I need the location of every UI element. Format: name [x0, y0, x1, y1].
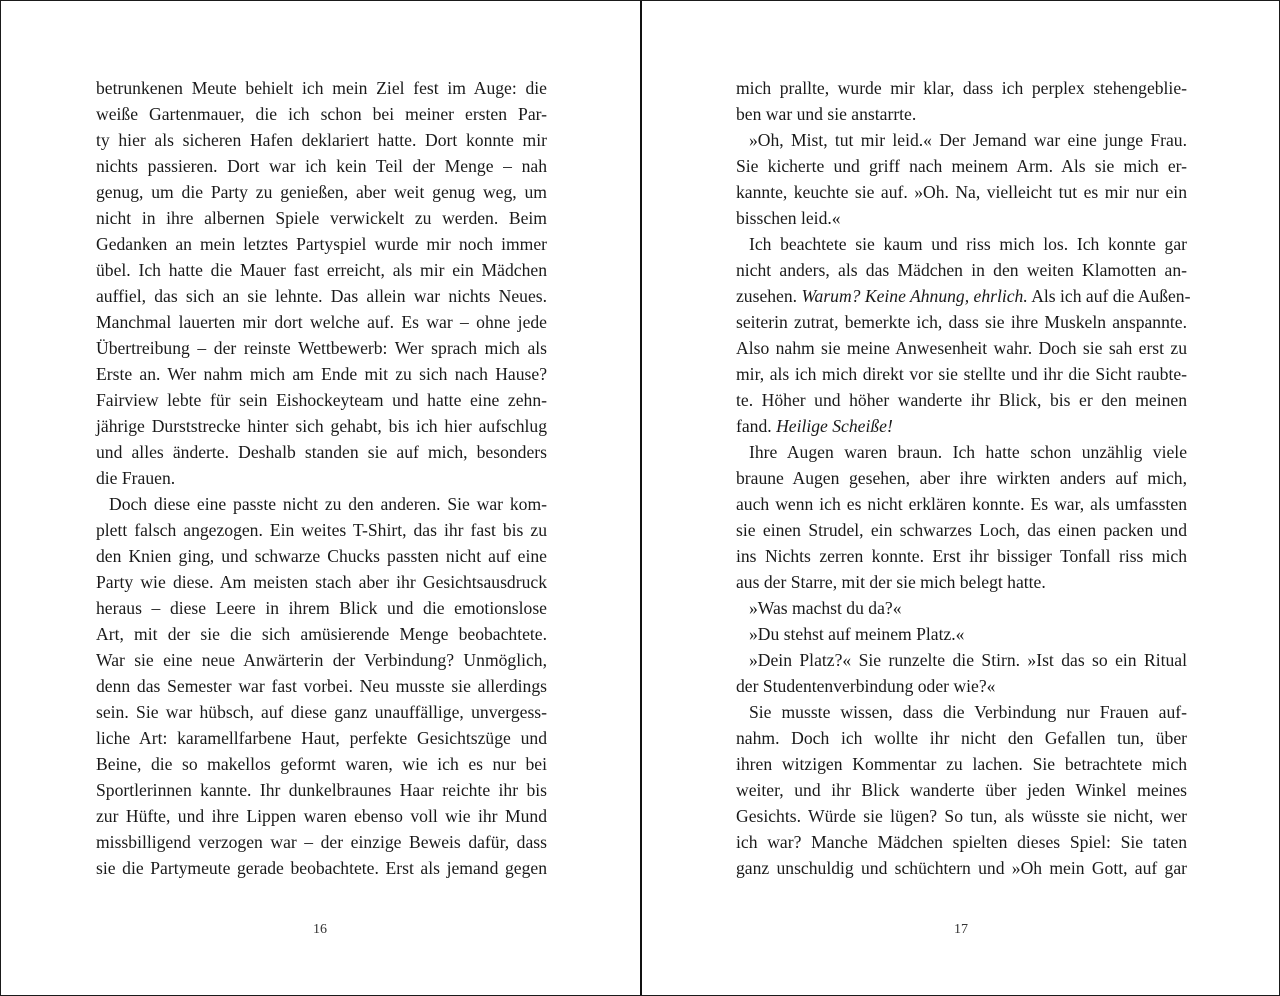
text-line: kannte, keuchte sie auf. »Oh. Na, vielleicht tut es mir nur ein — [736, 182, 1187, 202]
text-line: Manchmal lauerten mir dort welche auf. Es war – ohne jede — [96, 312, 547, 332]
text-line: genug, um die Party zu genießen, aber weit genug weg, um — [96, 182, 547, 202]
text-line: sein. Sie war hübsch, auf diese ganz unauffällige, unvergess- — [96, 702, 547, 722]
right-page-text — [736, 75, 1191, 881]
text-line: jährige Durststrecke hinter sich gehabt, bis ich hier aufschlug — [96, 416, 547, 436]
text-line: sie die Partymeute gerade beobachtete. Erst als jemand gegen — [96, 858, 547, 878]
text-segment: Als ich auf die Außen- — [1031, 286, 1191, 306]
text-segment: fand. — [736, 416, 772, 436]
text-line: sie einen Strudel, ein schwarzes Loch, das einen packen und — [736, 520, 1187, 540]
left-page — [1, 1, 639, 995]
text-line: Fairview lebte für sein Eishockeyteam und hatte eine zehn- — [96, 390, 547, 410]
text-line: ty hier als sicheren Hafen deklariert hatte. Dort konnte mir — [96, 130, 547, 150]
text-line: »Dein Platz?« Sie runzelte die Stirn. »Ist das so ein Ritual — [749, 650, 1187, 670]
left-page-text — [96, 75, 547, 881]
text-line: Doch diese eine passte nicht zu den anderen. Sie war kom- — [109, 494, 547, 514]
text-line: heraus – diese Leere in ihrem Blick und die emotionslose — [96, 598, 547, 618]
right-page — [642, 1, 1280, 995]
italic-thought: Heilige Scheiße! — [776, 416, 893, 436]
text-line: mir, als ich mich direkt vor sie stellte und ihr die Sicht raubte- — [736, 364, 1187, 384]
text-line: Ich beachtete sie kaum und riss mich los. Ich konnte gar — [749, 234, 1187, 254]
text-line: ins Nichts zerren konnte. Erst ihr bissiger Tonfall riss mich — [736, 546, 1187, 566]
text-line: Beine, die so makellos geformt waren, wie ich es nur bei — [96, 754, 547, 774]
text-segment: zusehen. — [736, 286, 798, 306]
text-line: Sie kicherte und griff nach meinem Arm. Als sie mich er- — [736, 156, 1187, 176]
text-line: nicht anders, als das Mädchen in den weiten Klamotten an- — [736, 260, 1187, 280]
text-line: Party wie diese. Am meisten stach aber ihr Gesichtsausdruck — [96, 572, 547, 592]
text-line: weiße Gartenmauer, die ich schon bei meiner ersten Par- — [96, 104, 547, 124]
text-line: missbilligend verzogen war – der einzige Beweis dafür, dass — [96, 832, 547, 852]
text-line: Übertreibung – der reinste Wettbewerb: Wer sprach mich als — [96, 338, 547, 358]
page-number: 17 — [954, 922, 968, 937]
text-line: die Frauen. — [96, 468, 176, 488]
text-line: War sie eine neue Anwärterin der Verbindung? Unmöglich, — [96, 650, 547, 670]
text-line: bisschen leid.« — [736, 208, 841, 228]
text-line: mich prallte, wurde mir klar, dass ich perplex stehengeblie- — [736, 78, 1187, 98]
text-line: ihren witzigen Kommentar zu lachen. Sie betrachtete mich — [736, 754, 1187, 774]
text-line: betrunkenen Meute behielt ich mein Ziel fest im Auge: die — [96, 78, 547, 98]
text-line: Erste an. Wer nahm mich am Ende mit zu sich nach Hause? — [96, 364, 547, 384]
text-line: Gedanken an mein letztes Partyspiel wurde mir noch immer — [96, 234, 547, 254]
italic-thought: Warum? Keine Ahnung, ehrlich. — [801, 286, 1028, 306]
text-line: ben war und sie anstarrte. — [736, 104, 917, 124]
text-line: Sie musste wissen, dass die Verbindung nur Frauen auf- — [749, 702, 1187, 722]
text-line-mixed — [736, 283, 1191, 309]
text-line: zur Hüfte, und ihre Lippen waren ebenso voll wie ihr Mund — [96, 806, 547, 826]
text-line: und alles änderte. Deshalb standen sie auf mich, besonders — [96, 442, 547, 462]
text-line: nahm. Doch ich wollte ihr nicht den Gefallen tun, über — [736, 728, 1187, 748]
text-line: Ihre Augen waren braun. Ich hatte schon unzählig viele — [749, 442, 1187, 462]
text-line: ich war? Manche Mädchen spielten dieses Spiel: Sie taten — [736, 832, 1187, 852]
text-line: Art, mit der sie die sich amüsierende Menge beobachtete. — [96, 624, 547, 644]
text-line: der Studentenverbindung oder wie?« — [736, 676, 996, 696]
text-line: auffiel, das sich an sie lehnte. Das allein war nichts Neues. — [96, 286, 547, 306]
text-line: Also nahm sie meine Anwesenheit wahr. Doch sie sah erst zu — [736, 338, 1187, 358]
text-line-mixed — [736, 413, 1187, 439]
text-line: »Du stehst auf meinem Platz.« — [749, 624, 965, 644]
text-line: aus der Starre, mit der sie mich belegt hatte. — [736, 572, 1046, 592]
text-line: Sportlerinnen kannte. Ihr dunkelbraunes Haar reichte ihr bis — [96, 780, 547, 800]
text-line: ganz unschuldig und schüchtern und »Oh mein Gott, auf gar — [736, 858, 1187, 878]
text-line: Gesichts. Würde sie lügen? So tun, als wüsste sie nicht, wer — [736, 806, 1187, 826]
text-line: auch wenn ich es nicht erklären konnte. Es war, als umfassten — [736, 494, 1187, 514]
text-line: seiterin zutrat, bemerkte ich, dass sie ihre Muskeln anspannte. — [736, 312, 1187, 332]
text-line: braune Augen gesehen, aber ihre wirkten anders auf mich, — [736, 468, 1187, 488]
text-line: weiter, und ihr Blick wanderte über jeden Winkel meines — [736, 780, 1187, 800]
text-line: denn das Semester war fast vorbei. Neu musste sie allerdings — [96, 676, 547, 696]
text-line: den Knien ging, und schwarze Chucks passten nicht auf eine — [96, 546, 547, 566]
text-line: übel. Ich hatte die Mauer fast erreicht, als mir ein Mädchen — [96, 260, 547, 280]
text-line: plett falsch angezogen. Ein weites T-Shirt, das ihr fast bis zu — [96, 520, 547, 540]
text-line: nichts passieren. Dort war ich kein Teil der Menge – nah — [96, 156, 547, 176]
text-line: liche Art: karamellfarbene Haut, perfekte Gesichtszüge und — [96, 728, 547, 748]
text-line: »Oh, Mist, tut mir leid.« Der Jemand war eine junge Frau. — [749, 130, 1187, 150]
text-line: nicht in ihre albernen Spiele verwickelt zu werden. Beim — [96, 208, 547, 228]
text-line: »Was machst du da?« — [749, 598, 902, 618]
page-number: 16 — [313, 922, 327, 937]
text-line: te. Höher und höher wanderte ihr Blick, bis er den meinen — [736, 390, 1187, 410]
